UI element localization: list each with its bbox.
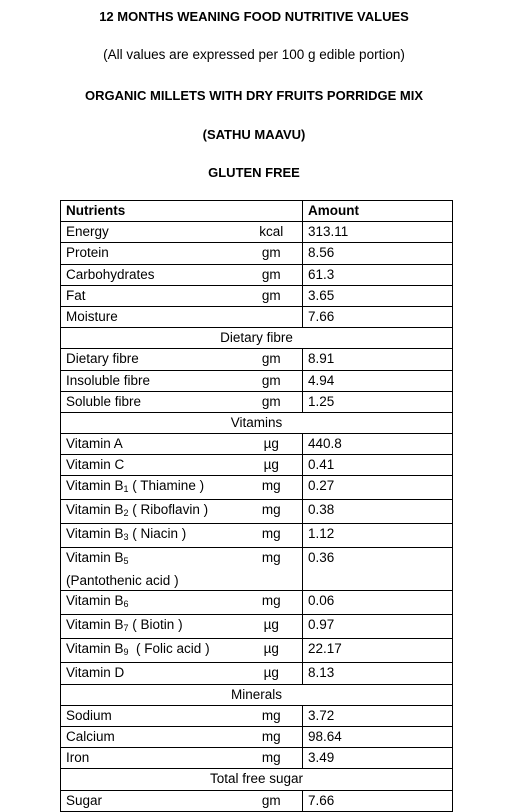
nutrient-amount: 8.91 (303, 349, 453, 370)
document-title: 12 MONTHS WEANING FOOD NUTRITIVE VALUES (99, 9, 409, 24)
nutrient-name (61, 705, 241, 726)
table-row (61, 455, 453, 476)
measurement-note: (All values are expressed per 100 g edible portion) (103, 47, 405, 62)
nutrient-unit: µg (241, 663, 303, 684)
vitamin-subscript: 3 (123, 532, 129, 543)
nutrient-amount: 61.3 (303, 264, 453, 285)
nutrient-unit: gm (241, 370, 303, 391)
nutrient-label: Sodium (66, 707, 112, 723)
vitamin-common-name: ( Riboflavin ) (128, 502, 209, 518)
nutrient-name (61, 663, 241, 684)
nutrient-amount: 313.11 (303, 222, 453, 243)
nutrients-column-header: Nutrients (61, 201, 303, 222)
nutrient-name (61, 500, 241, 524)
table-row (61, 591, 453, 615)
nutrient-label: Vitamin B (66, 502, 124, 518)
nutrient-label: Vitamin B (66, 641, 124, 657)
vitamin-subscript: 9 (123, 647, 129, 658)
vitamin-subscript: 1 (123, 484, 129, 495)
nutrient-label: Soluble fibre (66, 393, 142, 409)
table-row (61, 548, 453, 591)
vitamin-common-name: ( Niacin ) (128, 526, 187, 542)
table-row (61, 370, 453, 391)
nutrient-name (61, 264, 241, 285)
nutrient-label: Insoluble fibre (66, 372, 151, 388)
nutrient-unit: µg (241, 434, 303, 455)
nutrient-amount: 0.36 (303, 548, 453, 591)
table-row (61, 524, 453, 548)
nutrient-unit: mg (241, 476, 303, 500)
nutrient-unit: kcal (241, 222, 303, 243)
nutrient-name (61, 306, 241, 327)
nutrient-label: Carbohydrates (66, 266, 155, 282)
nutrient-label: Protein (66, 245, 109, 261)
nutrient-amount: 8.13 (303, 663, 453, 684)
gluten-free-claim: GLUTEN FREE (208, 165, 300, 180)
nutrient-label: Calcium (66, 729, 115, 744)
nutrient-amount: 22.17 (303, 639, 453, 663)
nutrient-name (61, 476, 241, 500)
nutrient-label: Vitamin B (66, 526, 124, 542)
section-row (61, 684, 453, 705)
nutrient-amount: 4.94 (303, 370, 453, 391)
nutrient-name (61, 391, 241, 412)
table-row (61, 476, 453, 500)
nutrient-name (61, 790, 241, 811)
vitamin-common-name: ( Biotin ) (128, 617, 183, 633)
nutrient-name (61, 455, 241, 476)
nutrient-amount: 440.8 (303, 434, 453, 455)
nutrient-unit: mg (241, 748, 303, 769)
nutrient-amount: 7.66 (303, 790, 453, 811)
nutrient-unit: gm (241, 264, 303, 285)
amount-column-header: Amount (303, 201, 453, 222)
table-row (61, 306, 453, 327)
nutrient-unit: gm (241, 243, 303, 264)
nutrient-label: Vitamin B (66, 478, 124, 494)
table-row (61, 748, 453, 769)
nutrient-unit (241, 306, 303, 327)
nutrient-unit: gm (241, 349, 303, 370)
nutrient-unit: mg (241, 548, 303, 591)
nutrient-label: Vitamin B (66, 550, 124, 566)
table-row (61, 663, 453, 684)
nutrient-amount: 3.49 (303, 748, 453, 769)
nutrient-name (61, 748, 241, 769)
nutrient-amount: 8.56 (303, 243, 453, 264)
vitamin-common-name: ( Folic acid ) (128, 641, 210, 657)
table-header-row (61, 201, 453, 222)
vitamin-subscript: 2 (123, 508, 129, 519)
nutrient-amount: 0.38 (303, 500, 453, 524)
table-row (61, 727, 453, 748)
vitamin-common-name: (Pantothenic acid ) (66, 573, 179, 589)
nutrient-unit: gm (241, 391, 303, 412)
product-name: ORGANIC MILLETS WITH DRY FRUITS PORRIDGE MIX (85, 88, 423, 103)
nutrient-name (61, 349, 241, 370)
nutrient-amount: 1.25 (303, 391, 453, 412)
nutrient-unit: mg (241, 524, 303, 548)
nutrient-name (61, 370, 241, 391)
nutrient-name (61, 591, 241, 615)
nutrient-amount: 0.97 (303, 615, 453, 639)
nutrition-table (60, 200, 453, 812)
table-row (61, 349, 453, 370)
nutrient-unit: µg (241, 615, 303, 639)
nutrient-unit: mg (241, 500, 303, 524)
nutrient-name (61, 434, 241, 455)
nutrient-amount: 0.27 (303, 476, 453, 500)
table-row (61, 264, 453, 285)
table-row (61, 434, 453, 455)
table-row (61, 285, 453, 306)
nutrient-amount: 98.64 (303, 727, 453, 748)
nutrient-unit: mg (241, 591, 303, 615)
table-row (61, 639, 453, 663)
nutrient-label: Iron (66, 750, 90, 766)
table-row (61, 222, 453, 243)
nutrient-label: Fat (66, 287, 86, 303)
vitamin-subscript: 5 (123, 556, 129, 567)
nutrient-name (61, 222, 241, 243)
total-free-sugar-section-heading: Total free sugar (61, 769, 453, 790)
section-row (61, 769, 453, 790)
nutrient-label: Vitamin B (66, 593, 124, 609)
nutrient-name (61, 615, 241, 639)
vitamins-section-heading: Vitamins (61, 412, 453, 433)
nutrient-label: Moisture (66, 308, 118, 324)
nutrient-name (61, 285, 241, 306)
nutrient-unit: gm (241, 285, 303, 306)
table-row (61, 391, 453, 412)
vitamin-subscript: 7 (123, 623, 129, 634)
nutrient-label: Vitamin A (66, 436, 123, 452)
nutrient-name (61, 548, 241, 591)
nutrient-label: Sugar (66, 792, 103, 808)
nutrient-unit: µg (241, 455, 303, 476)
nutrient-name (61, 524, 241, 548)
vitamin-common-name: ( Thiamine ) (128, 478, 205, 494)
nutrient-label: Vitamin D (66, 665, 125, 681)
nutrient-name (61, 727, 241, 748)
nutrient-amount: 1.12 (303, 524, 453, 548)
nutrient-amount: 7.66 (303, 306, 453, 327)
minerals-section-heading: Minerals (61, 684, 453, 705)
nutrient-unit: mg (241, 727, 303, 748)
table-row (61, 243, 453, 264)
nutrient-unit: mg (241, 705, 303, 726)
nutrient-amount: 3.65 (303, 285, 453, 306)
table-row (61, 705, 453, 726)
nutrient-unit: µg (241, 639, 303, 663)
nutrient-label: Vitamin B (66, 617, 124, 633)
table-row (61, 615, 453, 639)
nutrient-amount: 3.72 (303, 705, 453, 726)
section-row (61, 328, 453, 349)
vitamin-subscript: 6 (123, 599, 129, 610)
nutrient-unit: gm (241, 790, 303, 811)
nutrient-label: Vitamin C (66, 457, 125, 473)
table-row (61, 790, 453, 811)
table-row (61, 500, 453, 524)
dietary-fibre-section-heading: Dietary fibre (61, 328, 453, 349)
nutrient-name (61, 243, 241, 264)
product-local-name: (SATHU MAAVU) (202, 127, 306, 142)
nutrient-name (61, 639, 241, 663)
nutrient-label: Energy (66, 224, 109, 240)
nutrient-amount: 0.06 (303, 591, 453, 615)
nutrient-label: Dietary fibre (66, 351, 139, 367)
section-row (61, 412, 453, 433)
nutrient-amount: 0.41 (303, 455, 453, 476)
